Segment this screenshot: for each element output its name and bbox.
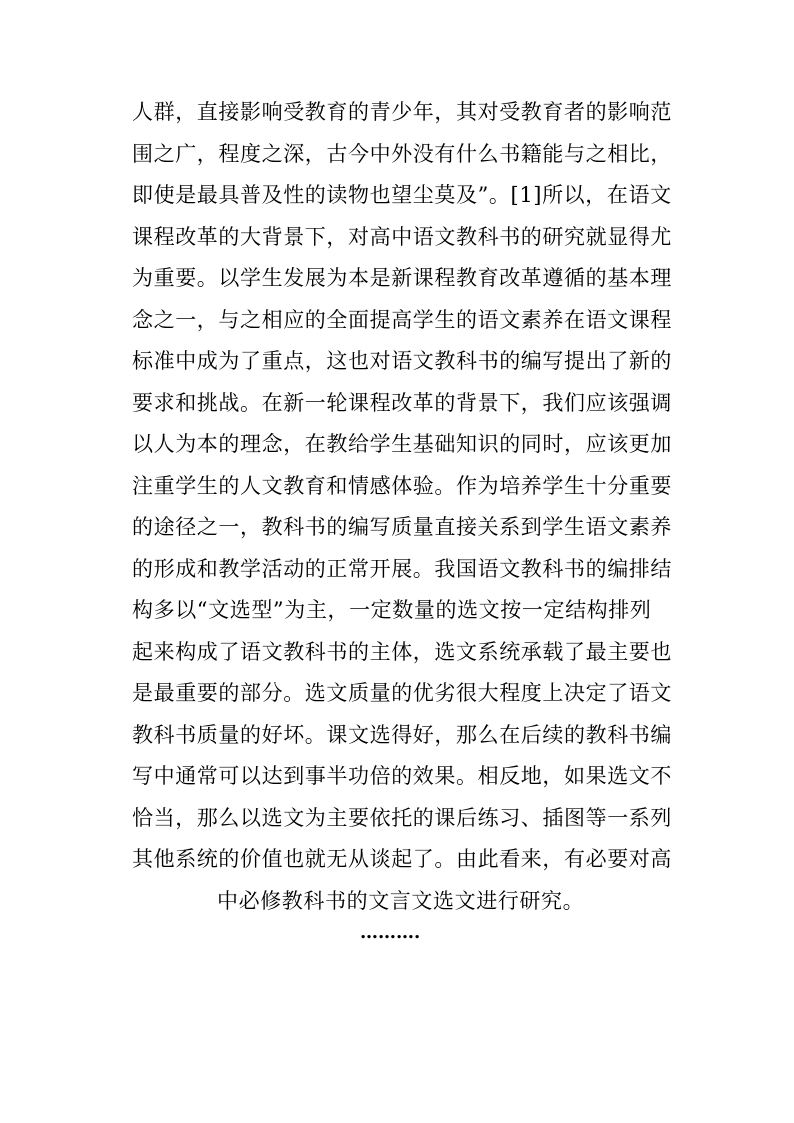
- text-line: 以人为本的理念，在教给学生基础知识的同时，应该更加: [132, 432, 672, 456]
- text-line: 的形成和教学活动的正常开展。我国语文教科书的编排结: [132, 556, 672, 581]
- text-line: 标准中成为了重点，这也对语文教科书的编写提出了新的: [132, 349, 672, 373]
- text-line: 构多以“文选型”为主，一定数量的选文按一定结构排列: [132, 598, 652, 622]
- text-line: 教科书质量的好坏。课文选得好，那么在后续的教科书编: [132, 722, 672, 747]
- text-line: 人群，直接影响受教育的青少年，其对受教育者的影响范: [132, 100, 672, 124]
- text-line: 要求和挑战。在新一轮课程改革的背景下，我们应该强调: [132, 390, 672, 415]
- text-line: 即使是最具普及性的读物也望尘莫及”。[1]所以，在语文: [132, 183, 672, 207]
- text-line: 念之一，与之相应的全面提高学生的语文素养在语文课程: [132, 307, 672, 332]
- text-line: 注重学生的人文教育和情感体验。作为培养学生十分重要: [132, 473, 672, 498]
- text-line: 其他系统的价值也就无从谈起了。由此看来，有必要对高: [132, 847, 672, 871]
- text-line: 是最重要的部分。选文质量的优劣很大程度上决定了语文: [132, 681, 672, 705]
- text-line: 写中通常可以达到事半功倍的效果。相反地，如果选文不: [132, 764, 672, 788]
- continuation-ellipsis: ……….: [360, 922, 421, 943]
- text-line: 起来构成了语文教科书的主体，选文系统承载了最主要也: [132, 639, 672, 664]
- text-line: 恰当，那么以选文为主要依托的课后练习、插图等一系列: [132, 805, 672, 830]
- text-line: 围之广，程度之深，古今中外没有什么书籍能与之相比，: [132, 141, 672, 166]
- text-line: 的途径之一，教科书的编写质量直接关系到学生语文素养: [132, 515, 672, 539]
- body-paragraph: [132, 92, 672, 922]
- text-line: 为重要。以学生发展为本是新课程教育改革遵循的基本理: [132, 266, 672, 290]
- text-line: 课程改革的大背景下，对高中语文教科书的研究就显得尤: [132, 224, 672, 249]
- text-line-centered: 中必修教科书的文言文选文进行研究。: [217, 888, 585, 913]
